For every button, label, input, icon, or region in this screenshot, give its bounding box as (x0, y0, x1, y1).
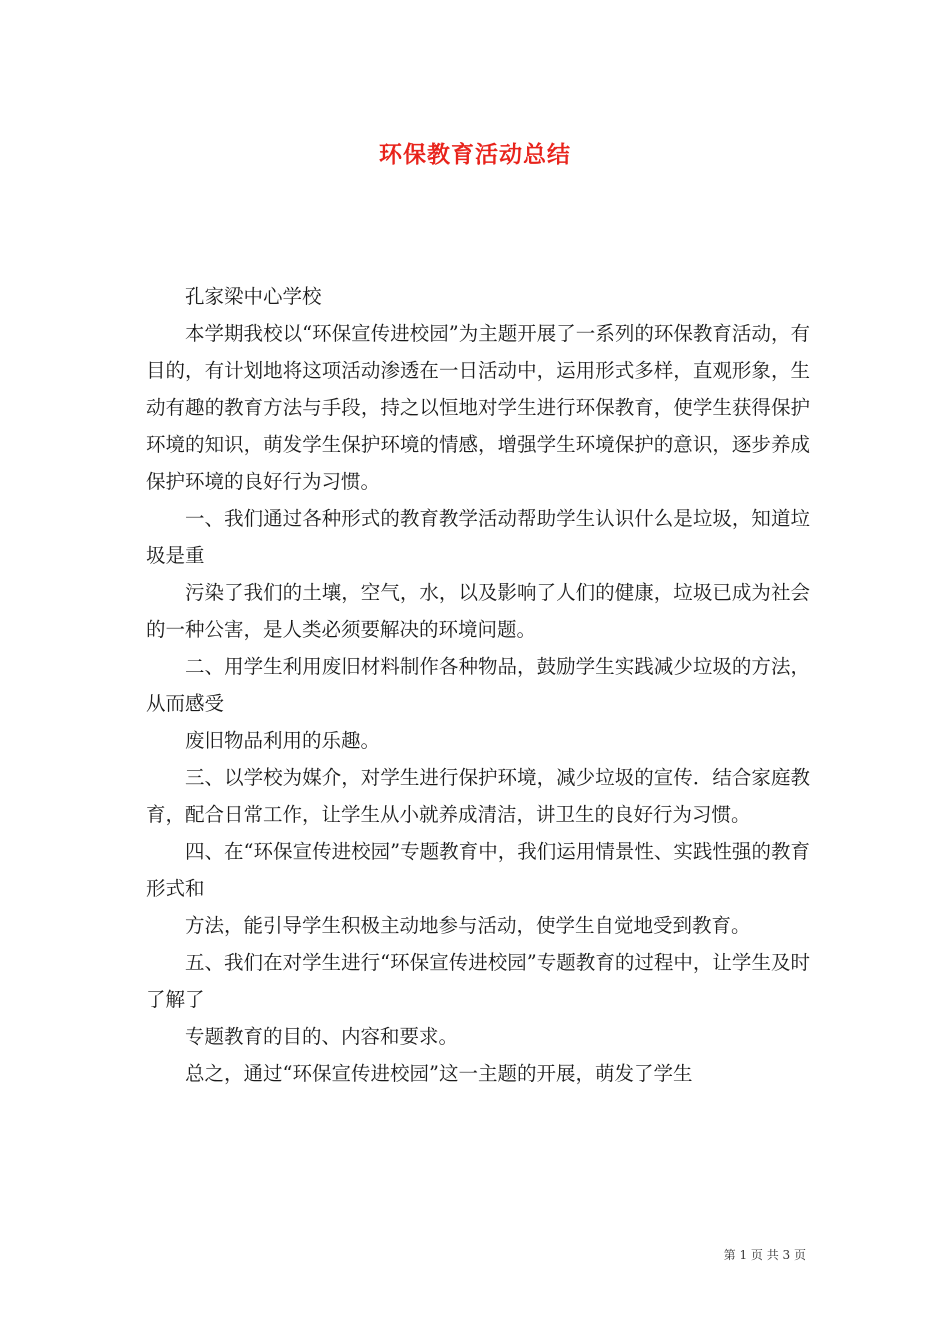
paragraph-item-5-cont: 专题教育的目的、内容和要求。 (185, 1025, 459, 1048)
page-number-footer: 第 1 页 共 3 页 (723, 1248, 806, 1262)
paragraph-item-4-cont: 方法，能引导学生积极主动地参与活动，使学生自觉地受到教育。 (185, 914, 751, 937)
paragraph-item-2-cont: 废旧物品利用的乐趣。 (185, 729, 381, 752)
paragraph-item-1: 一、我们通过各种形式的教育教学活动帮助学生认识什么是垃圾，知道垃圾是重 (146, 507, 810, 567)
school-name: 孔家梁中心学校 (185, 285, 322, 308)
paragraph-conclusion: 总之，通过“环保宣传进校园”这一主题的开展，萌发了学生 (185, 1062, 693, 1085)
paragraph-item-2: 二、用学生利用废旧材料制作各种物品，鼓励学生实践减少垃圾的方法，从而感受 (146, 655, 810, 715)
paragraph-item-4: 四、在“环保宣传进校园”专题教育中，我们运用情景性、实践性强的教育形式和 (146, 840, 810, 900)
paragraph-item-5: 五、我们在对学生进行“环保宣传进校园”专题教育的过程中，让学生及时了解了 (146, 951, 810, 1011)
paragraph-intro: 本学期我校以“环保宣传进校园”为主题开展了一系列的环保教育活动，有目的，有计划地将这项活动渗透在一日活动中，运用形式多样，直观形象，生动有趣的教育方法与手段，持之以恒地对学生进行环保教育，使学生获得保护环境的知识，萌发学生保护环境的情感，增强学生环境保护的意识，逐步养成保护环境的良好行为习惯。 (146, 322, 810, 493)
paragraph-item-3: 三、以学校为媒介，对学生进行保护环境，减少垃圾的宣传．结合家庭教育，配合日常工作，让学生从小就养成清洁，讲卫生的良好行为习惯。 (146, 766, 810, 826)
document-body (146, 278, 810, 1092)
paragraph-item-1-cont: 污染了我们的土壤，空气，水，以及影响了人们的健康，垃圾已成为社会的一种公害，是人类必须要解决的环境问题。 (146, 581, 810, 641)
document-title: 环保教育活动总结 (379, 141, 571, 168)
